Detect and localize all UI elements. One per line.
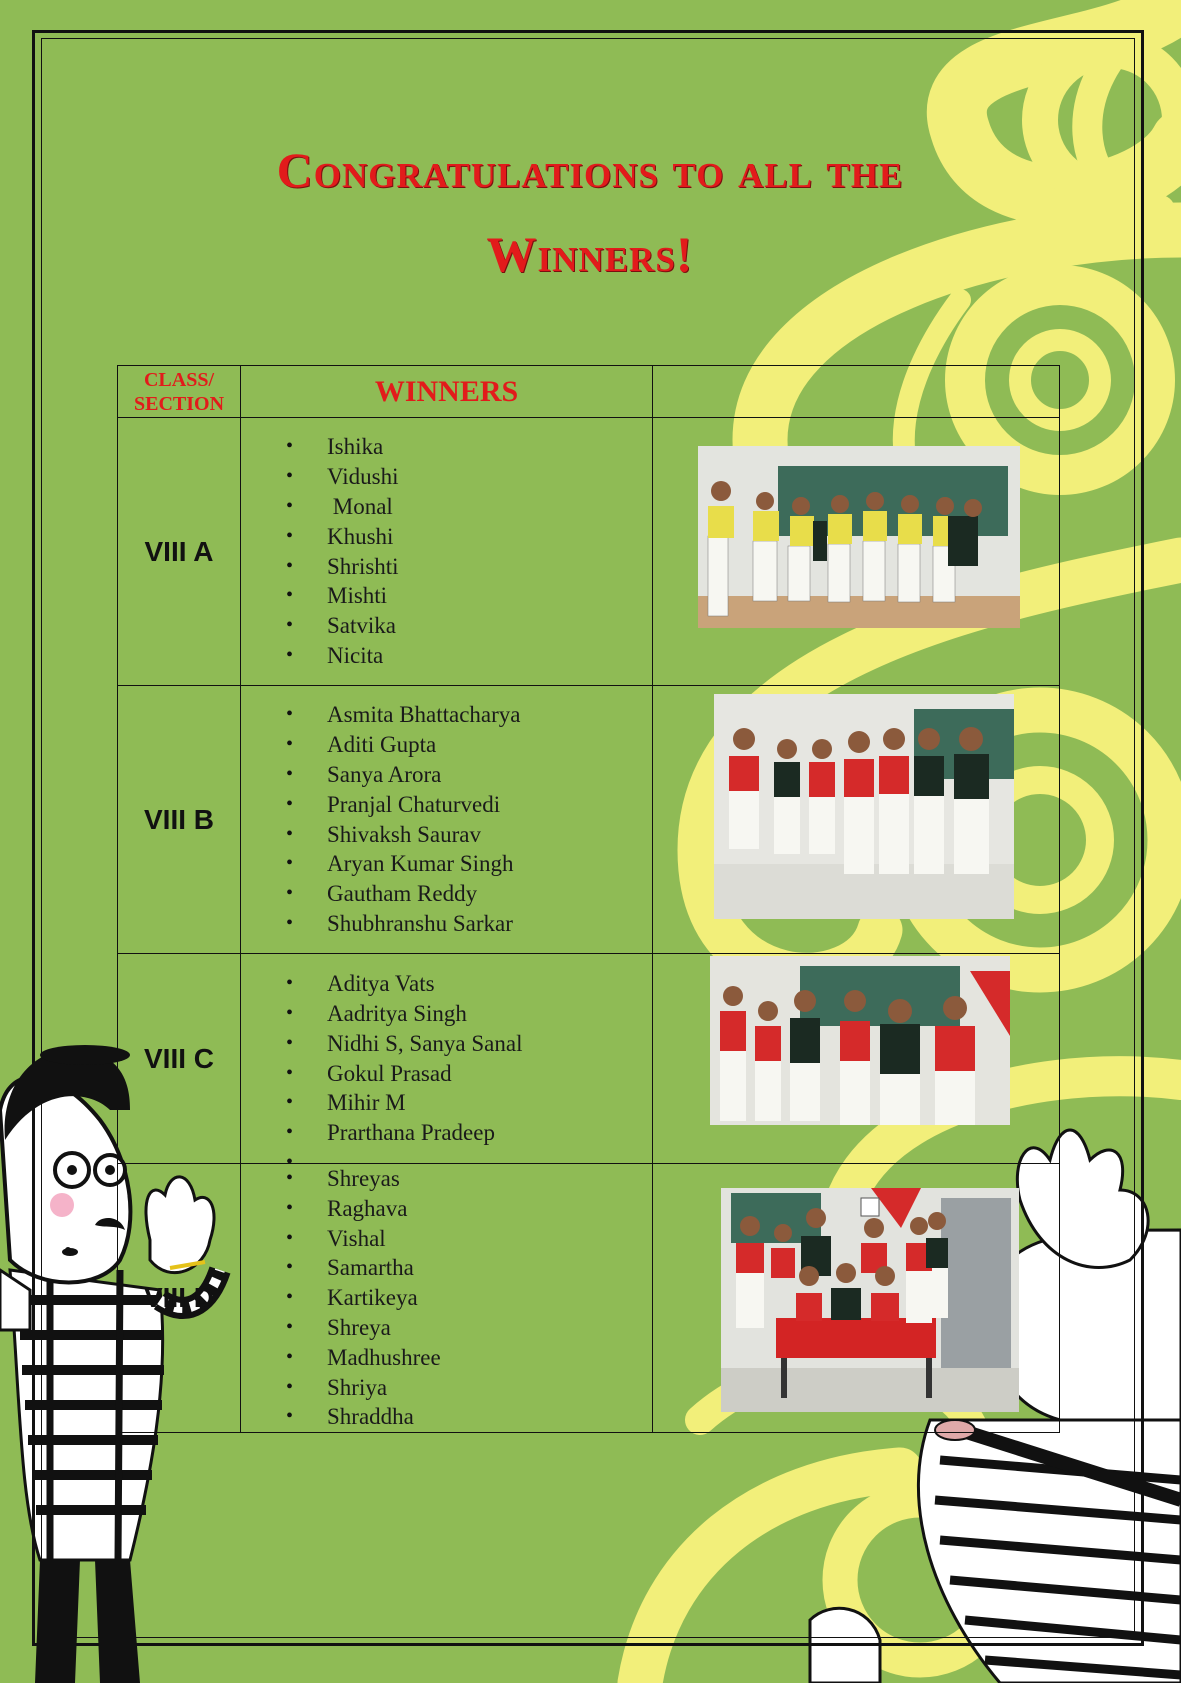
photo-cell [653,418,1060,686]
winner-name: • Shivaksh Saurav [241,820,652,850]
winner-name: • Pranjal Chaturvedi [241,790,652,820]
winner-name: • Shrishti [241,552,652,582]
winner-name: • Shriya [241,1373,652,1403]
table-row [118,1164,1060,1433]
winners-list [241,432,652,670]
page-title [150,128,1030,296]
winner-name: • Ishika [241,432,652,462]
photo-cell [653,686,1060,954]
winner-name: • Aadritya Singh [241,999,652,1029]
header-photo [653,366,1060,418]
winners-list-cell [241,1164,653,1433]
table-row [118,954,1060,1164]
winner-name: • Aditya Vats [241,969,652,999]
group-photo [721,1188,1019,1412]
winners-list-cell [241,954,653,1164]
table-header-row [118,366,1060,418]
winner-name: • Sanya Arora [241,760,652,790]
winner-name: • Raghava [241,1194,652,1224]
winner-name: • Asmita Bhattacharya [241,700,652,730]
winner-name: • Mishti [241,581,652,611]
winner-name: • Aryan Kumar Singh [241,849,652,879]
photo-cell [653,954,1060,1164]
winner-name: • Mihir M [241,1088,652,1118]
winner-name: • Samartha [241,1253,652,1283]
winners-list [241,700,652,938]
winner-name: • Shreya [241,1313,652,1343]
winner-name: • Madhushree [241,1343,652,1373]
winner-name: • Khushi [241,522,652,552]
class-label: VIII C [118,954,241,1164]
winner-name: • Gokul Prasad [241,1059,652,1089]
group-photo [714,694,1014,919]
winner-name: • Satvika [241,611,652,641]
winner-name: • Prarthana Pradeep [241,1118,652,1148]
winners-list [241,1164,652,1432]
header-winners: WINNERS [241,366,653,418]
class-label: VIII D [118,1164,241,1433]
winner-name: • Nicita [241,641,652,671]
winner-name: • Gautham Reddy [241,879,652,909]
winner-name: • Shraddha [241,1402,652,1432]
class-label: VIII B [118,686,241,954]
winner-name: • Monal [241,492,652,522]
group-photo [698,446,1020,628]
table-row [118,686,1060,954]
winner-name: • Shreyas [241,1164,652,1194]
winners-list [241,969,652,1148]
group-photo [710,956,1010,1125]
winner-name: • Kartikeya [241,1283,652,1313]
photo-cell [653,1164,1060,1433]
title-line-1: Congratulations to all the [276,142,904,198]
winner-name: • Vishal [241,1224,652,1254]
winners-list-cell [241,418,653,686]
winners-table [117,365,1060,1433]
winner-name: • Shubhranshu Sarkar [241,909,652,939]
title-line-2: Winners! [486,226,694,282]
winner-name: • Aditi Gupta [241,730,652,760]
winner-name: • Vidushi [241,462,652,492]
table-row [118,418,1060,686]
header-class-section: CLASS/ SECTION [118,366,241,418]
winners-list-cell [241,686,653,954]
class-label: VIII A [118,418,241,686]
winner-name: • Nidhi S, Sanya Sanal [241,1029,652,1059]
